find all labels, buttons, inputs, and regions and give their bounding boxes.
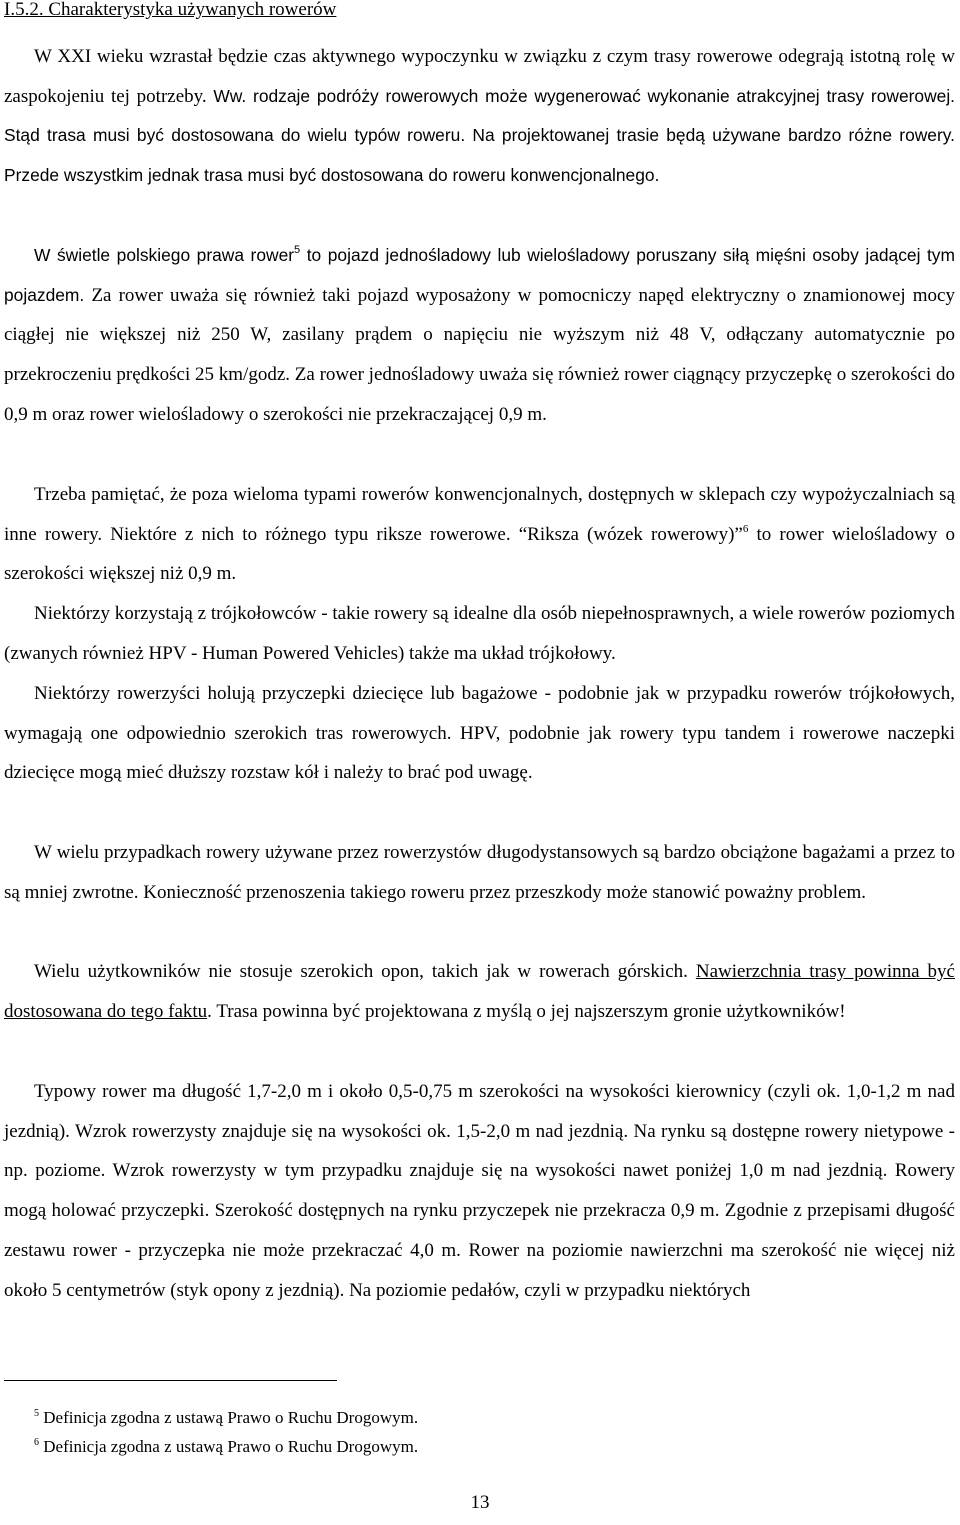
paragraph-7: [4, 952, 955, 1031]
paragraph-2-part-c: Za rower uważa się również taki pojazd wyposażony w pomocniczy napęd elektryczny o znamionowej mocy ciągłej nie większej niż 250 W, zasilany prądem o napięciu nie wyższym niż 48 V, odłączany automatycznie po przekroczeniu prędkości 25 km/godz. Za rower jednośladowy uważa się również rower ciągnący przyczepkę o szerokości do 0,9 m oraz rower wielośladowy o szerokości nie przekraczającej 0,9 m.: [4, 284, 955, 425]
footnote-ref-6: 6: [742, 522, 749, 535]
page-number: 13: [470, 1492, 490, 1513]
paragraph-8: Typowy rower ma długość 1,7-2,0 m i około 0,5-0,75 m szerokości na wysokości kierownicy (czyli ok. 1,0-1,2 m nad jezdnią). Wzrok rowerzysty znajduje się na wysokości ok. 1,5-2,0 m nad jezdnią. Na rynku są dostępne rowery nietypowe - np. poziome. Wzrok rowerzysty w tym przypadku znajduje się na wysokości nawet poniżej 1,0 m nad jezdnią. Rowery mogą holować przyczepki. Szerokość dostępnych na rynku przyczepek nie przekracza 0,9 m. Zgodnie z przepisami długość zestawu rower - przyczepka nie może przekraczać 4,0 m. Rower na poziomie nawierzchni ma szerokość nie więcej niż około 5 centymetrów (styk opony z jezdnią). Na poziomie pedałów, czyli w przypadku niektórych: [4, 1081, 955, 1301]
footnote-6: [34, 1436, 418, 1458]
footnote-5-text: Definicja zgodna z ustawą Prawo o Ruchu Drogowym.: [39, 1408, 419, 1427]
paragraph-1-part-a: W XXI wieku wzrastał będzie czas aktywnego wypoczynku w związku z czym trasy rowerowe odegrają istotną rolę w zaspokojeniu tej potrzeby.: [4, 46, 955, 107]
footnote-6-text: Definicja zgodna z ustawą Prawo o Ruchu Drogowym.: [39, 1437, 419, 1456]
paragraph-4: Niektórzy korzystają z trójkołowców - takie rowery są idealne dla osób niepełnosprawnych, a wiele rowerów poziomych (zwanych również HPV - Human Powered Vehicles) także ma układ trójkołowy.: [4, 603, 955, 664]
paragraph-7-part-a: Wielu użytkowników nie stosuje szerokich opon, takich jak w rowerach górskich.: [34, 961, 696, 982]
footnote-6-number: 6: [34, 1437, 39, 1448]
underlined-emphasis: Nawierzchnia trasy powinna być dostosowana do tego faktu: [4, 961, 955, 1022]
section-heading: I.5.2. Charakterystyka używanych rowerów: [4, 0, 337, 20]
paragraph-3-part-a: Trzeba pamiętać, że poza wieloma typami rowerów konwencjonalnych, dostępnych w sklepach czy wypożyczalniach są inne rowery. Niektóre z nich to różnego typu riksze rowerowe. “Riksza (wózek rowerowy)”: [4, 484, 955, 545]
paragraph-3: [4, 475, 955, 594]
paragraph-2-part-a: W świetle polskiego prawa rower: [34, 245, 295, 265]
paragraph-7-part-b: . Trasa powinna być projektowana z myślą o jej najszerszym gronie użytkowników!: [207, 1000, 846, 1022]
footnote-ref-5: 5: [294, 244, 301, 256]
paragraph-1: [4, 37, 955, 196]
paragraph-5: Niektórzy rowerzyści holują przyczepki dziecięce lub bagażowe - podobnie jak w przypadku rowerów trójkołowych, wymagają one odpowiednio szerokich tras rowerowych. HPV, podobnie jak rowery typu tandem i rowerowe naczepki dziecięce mogą mieć dłuższy rozstaw kół i należy to brać pod uwagę.: [4, 683, 955, 784]
paragraph-2-part-b: to pojazd jednośladowy lub wielośladowy poruszany siłą mięśni osoby jadącej tym pojazdem.: [4, 245, 955, 305]
footnote-5: [34, 1407, 418, 1429]
footnote-5-number: 5: [34, 1408, 39, 1419]
paragraph-3-part-b: to rower wielośladowy o szerokości większej niż 0,9 m.: [4, 523, 955, 585]
paragraph-1-part-b: Ww. rodzaje podróży rowerowych może wygenerować wykonanie atrakcyjnej trasy rowerowej. Stąd trasa musi być dostosowana do wielu typów roweru. Na projektowanej trasie będą używane bardzo różne rowery. Przede wszystkim jednak trasa musi być dostosowana do roweru konwencjonalnego.: [4, 85, 956, 186]
footnote-separator: [4, 1380, 337, 1381]
paragraph-6: W wielu przypadkach rowery używane przez rowerzystów długodystansowych są bardzo obciążone bagażami a przez to są mniej zwrotne. Konieczność przenoszenia takiego roweru przez przeszkody może stanowić poważny problem.: [4, 842, 955, 903]
paragraph-2: [4, 236, 955, 435]
